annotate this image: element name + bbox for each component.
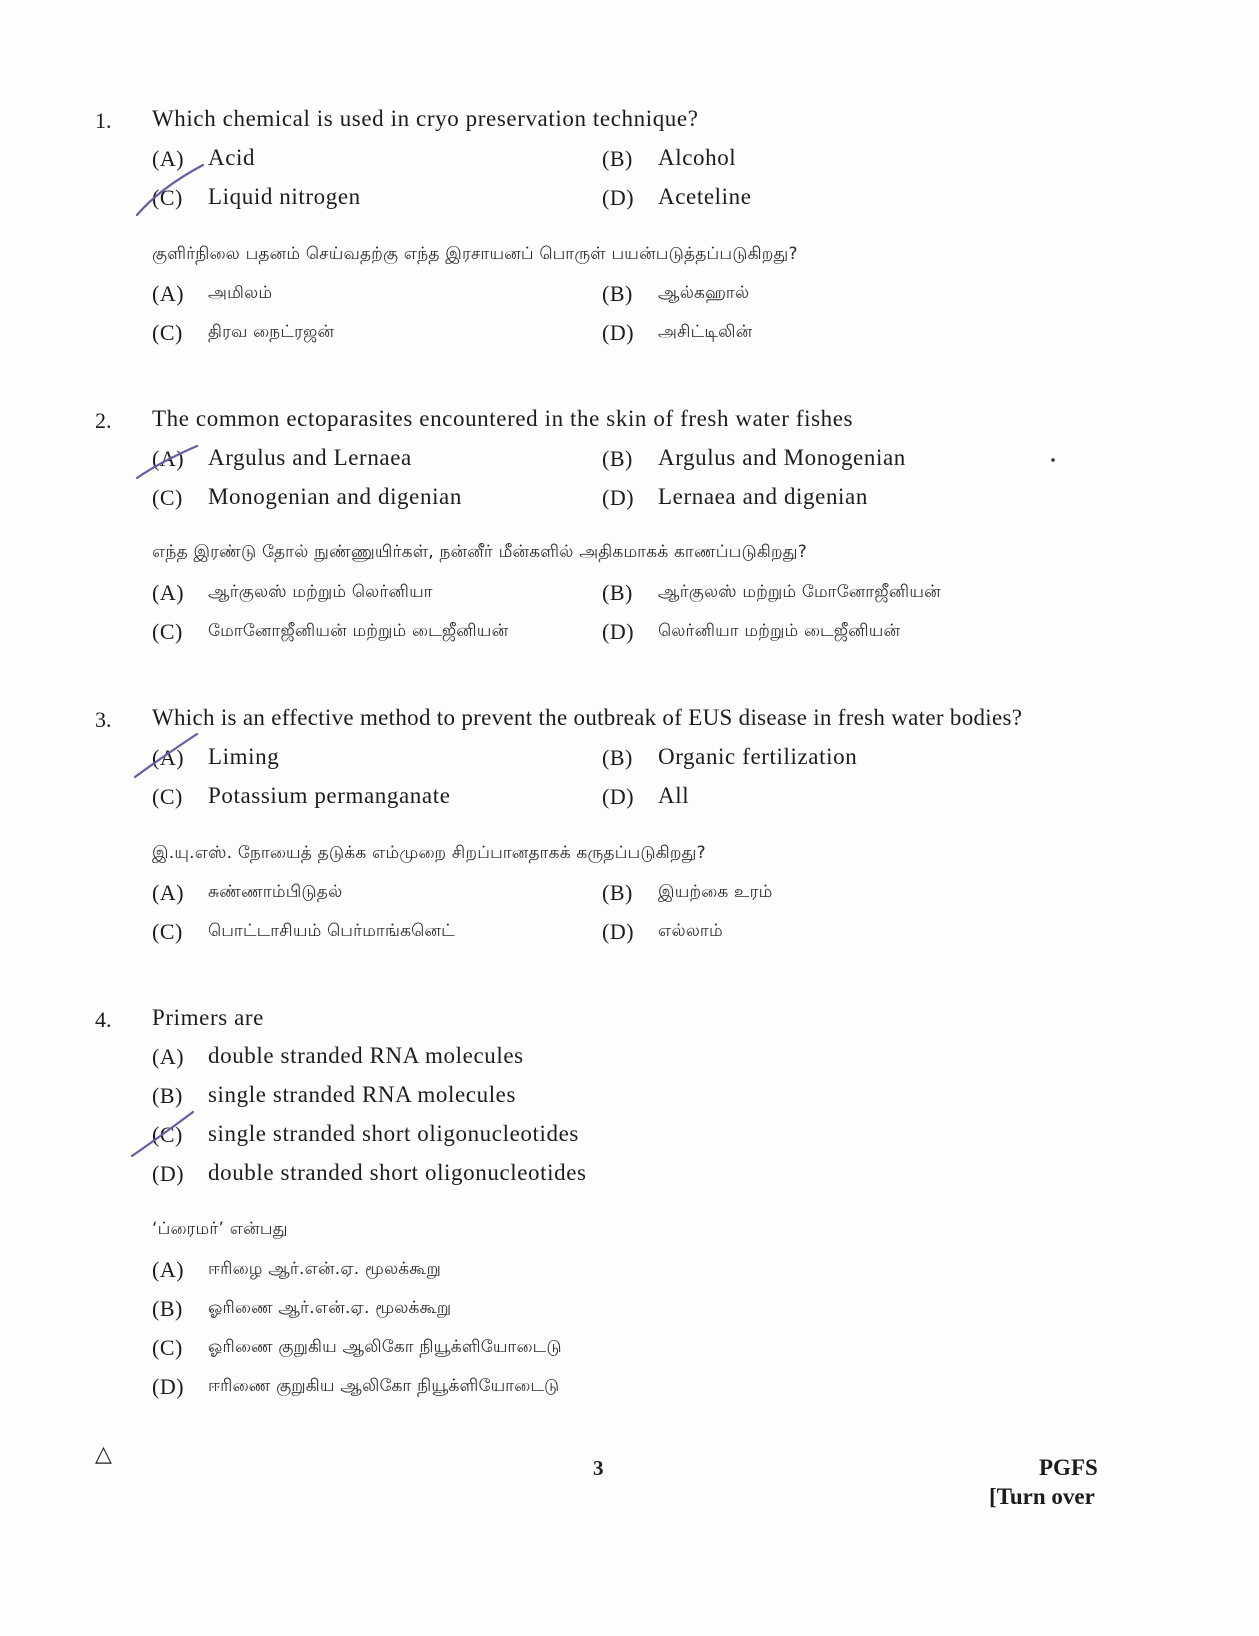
option-label: (D): [602, 185, 635, 210]
page-number: 3: [593, 1456, 604, 1480]
option-text-ta: மோனோஜீனியன் மற்றும் டைஜீனியன்: [208, 621, 509, 641]
stray-dot: [1051, 458, 1055, 462]
option-label: (A): [152, 880, 185, 905]
option-label: (A): [152, 745, 185, 770]
question-text-ta: இ.யு.எஸ். நோயைத் தடுக்க எம்முறை சிறப்பானதாகக் கருதப்படுகிறது?: [152, 843, 706, 863]
option-text-ta: லெர்னியா மற்றும் டைஜீனியன்: [658, 621, 901, 641]
option-label: (A): [152, 281, 185, 306]
option-label: (D): [602, 485, 635, 510]
option-label: (C): [152, 320, 183, 345]
option-label: (A): [152, 1257, 185, 1282]
option-text: single stranded short oligonucleotides: [208, 1121, 579, 1146]
question-text-en: Which chemical is used in cryo preservation technique?: [152, 106, 699, 131]
option-label: (D): [602, 784, 635, 809]
question-text-en: Which is an effective method to prevent the outbreak of EUS disease in fresh water bodies?: [152, 705, 1023, 730]
question-text-ta: ‘ப்ரைமர்’ என்பது: [152, 1219, 288, 1239]
option-text: double stranded RNA molecules: [208, 1043, 524, 1068]
option-text: Acid: [208, 145, 256, 170]
option-text-ta: அசிட்டிலின்: [658, 322, 753, 342]
option-text: All: [658, 783, 690, 808]
option-text-ta: ஆல்கஹால்: [658, 283, 750, 303]
option-text-ta: ஆர்குலஸ் மற்றும் மோனோஜீனியன்: [658, 582, 941, 602]
option-label: (B): [602, 146, 633, 171]
option-label: (D): [602, 320, 635, 345]
question-number: 1.: [95, 108, 112, 133]
turn-over-label: [Turn over: [989, 1484, 1095, 1509]
question-text-en: The common ectoparasites encountered in the skin of fresh water fishes: [152, 406, 854, 431]
option-text: Monogenian and digenian: [208, 484, 462, 509]
option-text: Organic fertilization: [658, 744, 858, 769]
option-text-ta: அமிலம்: [208, 283, 273, 303]
question-number: 4.: [95, 1007, 112, 1032]
option-text: Alcohol: [658, 145, 737, 170]
option-text-ta: ஓரிணை ஆர்.என்.ஏ. மூலக்கூறு: [208, 1298, 452, 1318]
option-label: (C): [152, 1122, 183, 1147]
option-label: (A): [152, 146, 185, 171]
option-text: Liquid nitrogen: [208, 184, 361, 209]
option-label: (B): [602, 580, 633, 605]
option-text-ta: ஈரிழை ஆர்.என்.ஏ. மூலக்கூறு: [208, 1259, 442, 1279]
option-text-ta: ஆர்குலஸ் மற்றும் லெர்னியா: [208, 582, 433, 602]
option-text: Lernaea and digenian: [658, 484, 868, 509]
option-label: (C): [152, 919, 183, 944]
triangle-icon: △: [95, 1442, 112, 1467]
option-text-ta: இயற்கை உரம்: [658, 882, 773, 902]
question-text-en: Primers are: [152, 1005, 264, 1030]
option-label: (C): [152, 1335, 183, 1360]
option-label: (C): [152, 485, 183, 510]
option-text: Argulus and Monogenian: [658, 445, 906, 470]
option-label: (B): [152, 1083, 183, 1108]
option-label: (C): [152, 185, 183, 210]
option-label: (B): [602, 446, 633, 471]
question-number: 3.: [95, 707, 112, 732]
question-text-ta: குளிர்நிலை பதனம் செய்வதற்கு எந்த இரசாயனப் பொருள் பயன்படுத்தப்படுகிறது?: [152, 244, 798, 264]
option-label: (D): [152, 1374, 185, 1399]
option-label: (D): [152, 1161, 185, 1186]
option-label: (C): [152, 784, 183, 809]
option-text-ta: ஓரிணை குறுகிய ஆலிகோ நியூக்ளியோடைடு: [208, 1337, 562, 1357]
option-text: Aceteline: [658, 184, 752, 209]
option-label: (D): [602, 619, 635, 644]
paper-code: PGFS: [1039, 1455, 1098, 1480]
option-text: Argulus and Lernaea: [208, 445, 412, 470]
question-text-ta: எந்த இரண்டு தோல் நுண்ணுயிர்கள், நன்னீர் மீன்களில் அதிகமாகக் காணப்படுகிறது?: [152, 542, 807, 562]
option-label: (A): [152, 580, 185, 605]
option-label: (B): [602, 281, 633, 306]
option-label: (B): [152, 1296, 183, 1321]
option-label: (D): [602, 919, 635, 944]
option-label: (B): [602, 880, 633, 905]
option-text: single stranded RNA molecules: [208, 1082, 517, 1107]
option-label: (B): [602, 745, 633, 770]
option-text-ta: திரவ நைட்ரஜன்: [208, 322, 335, 342]
question-number: 2.: [95, 408, 112, 433]
option-text-ta: ஈரிணை குறுகிய ஆலிகோ நியூக்ளியோடைடு: [208, 1376, 560, 1396]
option-text-ta: சுண்ணாம்பிடுதல்: [208, 882, 343, 902]
option-text: Liming: [208, 744, 280, 769]
option-text-ta: பொட்டாசியம் பெர்மாங்கனெட்: [208, 921, 455, 941]
option-text: Potassium permanganate: [208, 783, 451, 808]
option-text-ta: எல்லாம்: [658, 921, 723, 941]
option-label: (C): [152, 619, 183, 644]
option-text: double stranded short oligonucleotides: [208, 1160, 587, 1185]
option-label: (A): [152, 446, 185, 471]
option-label: (A): [152, 1044, 185, 1069]
